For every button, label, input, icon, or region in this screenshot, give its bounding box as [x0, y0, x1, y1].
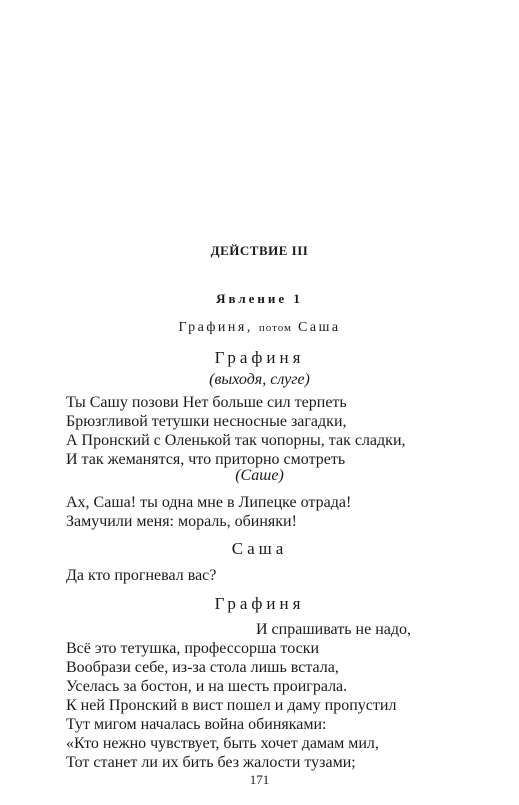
persons-main: Графиня,	[178, 320, 253, 335]
act-heading: ДЕЙСТВИЕ III	[210, 243, 309, 258]
verse-line: И спрашивать не надо,	[256, 621, 411, 638]
verse-line: А Пронский с Оленькой так чопорны, так сладки,	[66, 432, 406, 449]
speaker-name: Графиня	[214, 594, 305, 613]
verse-line: Тут мигом началась война обиняками:	[66, 716, 327, 733]
verse-line: Ах, Саша! ты одна мне в Липецке отрада!	[66, 494, 352, 511]
verse-line: И так жеманятся, что приторно смотреть	[66, 451, 346, 468]
verse-block	[66, 566, 466, 585]
stage-direction: (Саше)	[235, 467, 284, 484]
verse-block	[66, 620, 466, 772]
verse-line: Да кто прогневал вас?	[66, 567, 217, 584]
verse-line: «Кто нежно чувствует, быть хочет дамам мил,	[66, 735, 379, 752]
verse-block	[66, 493, 466, 531]
verse-line: Замучили меня: мораль, обиняки!	[66, 513, 297, 530]
verse-line: Всё это тетушка, профессорша тоски	[66, 640, 320, 657]
scene-heading: Явление 1	[216, 291, 303, 306]
speaker-name: Графиня	[214, 348, 305, 367]
persons-middle: потом	[258, 322, 293, 334]
verse-line: Тот станет ли их бить без жалости тузами;	[66, 754, 356, 771]
speaker-name: Саша	[231, 539, 288, 558]
verse-line: Уселась за бостон, и на шесть проиграла.	[66, 678, 348, 695]
verse-line: Вообрази себе, из-за стола лишь встала,	[66, 659, 339, 676]
verse-block	[66, 393, 466, 469]
persons-last: Саша	[298, 320, 341, 335]
verse-line: Брюзгливой тетушки несносные загадки,	[66, 413, 347, 430]
verse-line: Ты Сашу позови Нет больше сил терпеть	[66, 394, 347, 411]
scene-persons	[0, 320, 519, 336]
page-number: 171	[249, 772, 270, 787]
stage-direction: (выходя, слуге)	[209, 371, 310, 388]
verse-line: К ней Пронский в вист пошел и даму пропустил	[66, 697, 397, 714]
